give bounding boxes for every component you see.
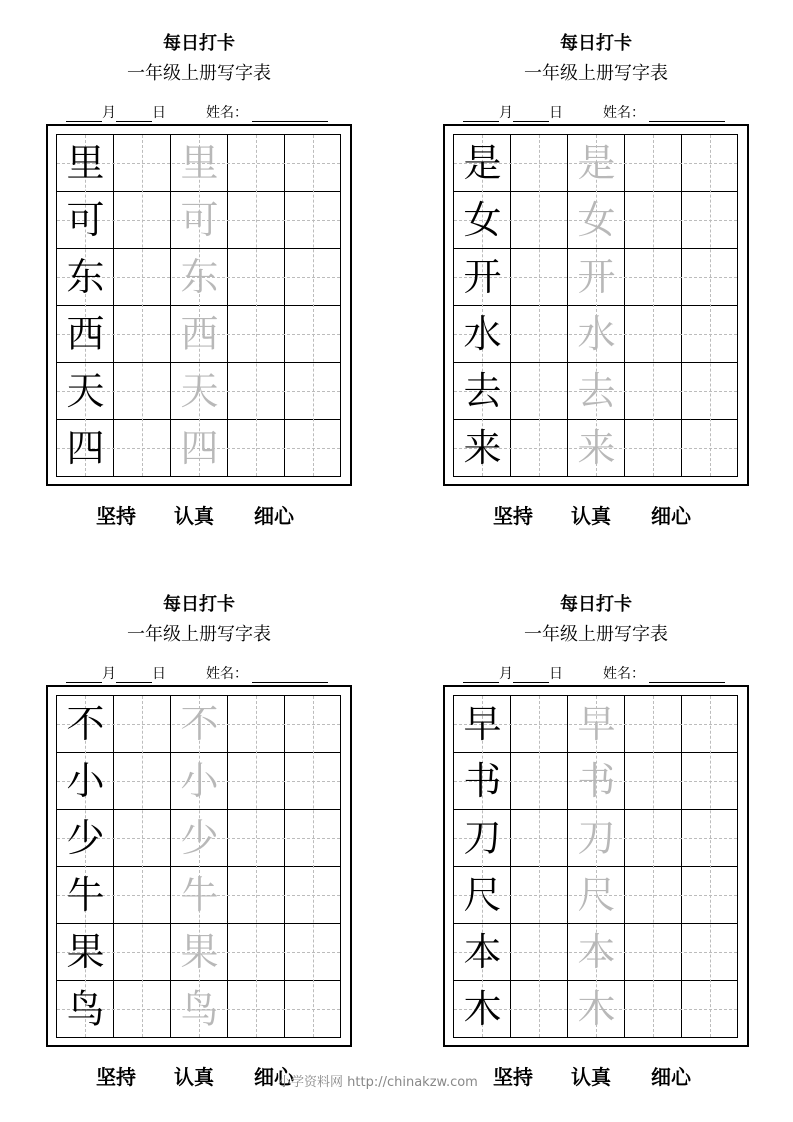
practice-cell[interactable] bbox=[682, 867, 739, 924]
practice-cell[interactable] bbox=[114, 867, 171, 924]
practice-cell[interactable] bbox=[682, 249, 739, 306]
practice-cell[interactable] bbox=[511, 810, 568, 867]
practice-cell[interactable] bbox=[285, 867, 342, 924]
model-character: 果 bbox=[66, 930, 105, 974]
trace-character: 刀 bbox=[577, 816, 616, 860]
practice-cell[interactable] bbox=[625, 192, 682, 249]
trace-character: 是 bbox=[577, 141, 616, 185]
card-subtitle: 一年级上册写字表 bbox=[524, 63, 668, 84]
model-character: 牛 bbox=[66, 873, 105, 917]
watermark: 小学资料网 http://chinakzw.com bbox=[278, 1075, 478, 1090]
day-label: 日 bbox=[152, 666, 166, 682]
practice-cell[interactable] bbox=[285, 192, 342, 249]
name-blank[interactable] bbox=[649, 107, 725, 122]
model-character: 少 bbox=[66, 816, 105, 860]
trace-character: 尺 bbox=[577, 873, 616, 917]
trace-character: 天 bbox=[180, 369, 219, 413]
trace-character: 开 bbox=[577, 255, 616, 299]
card-title: 每日打卡 bbox=[163, 594, 235, 615]
practice-cell[interactable] bbox=[625, 306, 682, 363]
day-blank[interactable] bbox=[513, 668, 549, 683]
date-name-line bbox=[463, 104, 725, 122]
practice-cell[interactable] bbox=[682, 696, 739, 753]
month-blank[interactable] bbox=[463, 107, 499, 122]
practice-cell[interactable] bbox=[511, 363, 568, 420]
practice-cell[interactable] bbox=[625, 810, 682, 867]
practice-cell[interactable] bbox=[114, 924, 171, 981]
trace-character: 水 bbox=[577, 312, 616, 356]
name-blank[interactable] bbox=[252, 107, 328, 122]
practice-cell[interactable] bbox=[114, 192, 171, 249]
model-character: 木 bbox=[463, 987, 502, 1031]
practice-cell[interactable] bbox=[228, 753, 285, 810]
name-label: 姓名： bbox=[603, 666, 645, 682]
model-character: 水 bbox=[463, 312, 502, 356]
model-character: 刀 bbox=[463, 816, 502, 860]
month-label: 月 bbox=[102, 666, 116, 682]
model-character: 西 bbox=[66, 312, 105, 356]
practice-cell[interactable] bbox=[228, 306, 285, 363]
practice-cell[interactable] bbox=[682, 420, 739, 477]
date-name-line bbox=[66, 665, 328, 683]
practice-cell[interactable] bbox=[114, 420, 171, 477]
motto-word: 认真 bbox=[571, 1065, 611, 1089]
motto-word: 细心 bbox=[651, 504, 691, 528]
trace-character: 鸟 bbox=[180, 987, 219, 1031]
name-blank[interactable] bbox=[252, 668, 328, 683]
day-blank[interactable] bbox=[116, 107, 152, 122]
model-character: 书 bbox=[463, 759, 502, 803]
model-character: 尺 bbox=[463, 873, 502, 917]
writing-grid bbox=[56, 695, 341, 1038]
month-label: 月 bbox=[499, 105, 513, 121]
practice-cell[interactable] bbox=[285, 810, 342, 867]
practice-cell[interactable] bbox=[511, 924, 568, 981]
card-title: 每日打卡 bbox=[163, 33, 235, 54]
card-title: 每日打卡 bbox=[560, 594, 632, 615]
practice-cell[interactable] bbox=[228, 810, 285, 867]
card-title: 每日打卡 bbox=[560, 33, 632, 54]
trace-character: 牛 bbox=[180, 873, 219, 917]
practice-cell[interactable] bbox=[625, 249, 682, 306]
practice-cell[interactable] bbox=[625, 753, 682, 810]
trace-character: 可 bbox=[180, 198, 219, 242]
trace-character: 西 bbox=[180, 312, 219, 356]
practice-cell[interactable] bbox=[625, 135, 682, 192]
model-character: 不 bbox=[66, 702, 105, 746]
practice-cell[interactable] bbox=[285, 135, 342, 192]
trace-character: 去 bbox=[577, 369, 616, 413]
practice-cell[interactable] bbox=[511, 696, 568, 753]
model-character: 四 bbox=[66, 426, 105, 470]
practice-cell[interactable] bbox=[285, 753, 342, 810]
practice-cell[interactable] bbox=[625, 363, 682, 420]
trace-character: 女 bbox=[577, 198, 616, 242]
month-label: 月 bbox=[499, 666, 513, 682]
trace-character: 里 bbox=[180, 141, 219, 185]
practice-cell[interactable] bbox=[114, 981, 171, 1038]
practice-cell[interactable] bbox=[682, 135, 739, 192]
trace-character: 果 bbox=[180, 930, 219, 974]
model-character: 小 bbox=[66, 759, 105, 803]
motto-word: 坚持 bbox=[493, 1065, 533, 1089]
motto bbox=[493, 1065, 713, 1089]
practice-cell[interactable] bbox=[285, 924, 342, 981]
day-label: 日 bbox=[549, 105, 563, 121]
practice-cell[interactable] bbox=[285, 696, 342, 753]
card-subtitle: 一年级上册写字表 bbox=[524, 624, 668, 645]
card-subtitle: 一年级上册写字表 bbox=[127, 63, 271, 84]
practice-cell[interactable] bbox=[682, 810, 739, 867]
month-blank[interactable] bbox=[66, 107, 102, 122]
model-character: 天 bbox=[66, 369, 105, 413]
model-character: 去 bbox=[463, 369, 502, 413]
practice-cell[interactable] bbox=[511, 306, 568, 363]
month-blank[interactable] bbox=[66, 668, 102, 683]
practice-cell[interactable] bbox=[114, 306, 171, 363]
motto-word: 细心 bbox=[651, 1065, 691, 1089]
practice-cell[interactable] bbox=[625, 867, 682, 924]
practice-cell[interactable] bbox=[511, 867, 568, 924]
trace-character: 木 bbox=[577, 987, 616, 1031]
practice-cell[interactable] bbox=[682, 924, 739, 981]
trace-character: 来 bbox=[577, 426, 616, 470]
card-subtitle: 一年级上册写字表 bbox=[127, 624, 271, 645]
month-blank[interactable] bbox=[463, 668, 499, 683]
practice-cell[interactable] bbox=[228, 363, 285, 420]
model-character: 是 bbox=[463, 141, 502, 185]
practice-cell[interactable] bbox=[228, 867, 285, 924]
name-label: 姓名： bbox=[206, 666, 248, 682]
writing-grid bbox=[453, 695, 738, 1038]
writing-grid-frame bbox=[443, 685, 749, 1047]
practice-cell[interactable] bbox=[285, 363, 342, 420]
practice-cell[interactable] bbox=[625, 420, 682, 477]
name-label: 姓名： bbox=[206, 105, 248, 121]
model-character: 东 bbox=[66, 255, 105, 299]
motto-word: 坚持 bbox=[96, 504, 136, 528]
model-character: 本 bbox=[463, 930, 502, 974]
practice-cell[interactable] bbox=[228, 192, 285, 249]
motto-word: 细心 bbox=[254, 504, 294, 528]
practice-cell[interactable] bbox=[511, 753, 568, 810]
practice-cell[interactable] bbox=[114, 810, 171, 867]
practice-cell[interactable] bbox=[682, 192, 739, 249]
writing-grid bbox=[453, 134, 738, 477]
practice-cell[interactable] bbox=[511, 981, 568, 1038]
practice-cell[interactable] bbox=[114, 135, 171, 192]
practice-cell[interactable] bbox=[228, 420, 285, 477]
writing-grid-frame bbox=[46, 685, 352, 1047]
motto-word: 认真 bbox=[174, 1065, 214, 1089]
practice-cell[interactable] bbox=[114, 363, 171, 420]
model-character: 来 bbox=[463, 426, 502, 470]
name-label: 姓名： bbox=[603, 105, 645, 121]
motto-word: 认真 bbox=[571, 504, 611, 528]
practice-cell[interactable] bbox=[285, 306, 342, 363]
model-character: 女 bbox=[463, 198, 502, 242]
day-label: 日 bbox=[549, 666, 563, 682]
model-character: 里 bbox=[66, 141, 105, 185]
trace-character: 小 bbox=[180, 759, 219, 803]
practice-cell[interactable] bbox=[625, 981, 682, 1038]
practice-cell[interactable] bbox=[228, 696, 285, 753]
date-name-line bbox=[66, 104, 328, 122]
practice-cell[interactable] bbox=[114, 249, 171, 306]
model-character: 早 bbox=[463, 702, 502, 746]
practice-cell[interactable] bbox=[682, 981, 739, 1038]
practice-cell[interactable] bbox=[228, 981, 285, 1038]
model-character: 鸟 bbox=[66, 987, 105, 1031]
practice-cell[interactable] bbox=[511, 192, 568, 249]
date-name-line bbox=[463, 665, 725, 683]
trace-character: 不 bbox=[180, 702, 219, 746]
trace-character: 早 bbox=[577, 702, 616, 746]
practice-cell[interactable] bbox=[228, 249, 285, 306]
trace-character: 本 bbox=[577, 930, 616, 974]
motto bbox=[493, 504, 713, 528]
motto bbox=[96, 504, 316, 528]
practice-cell[interactable] bbox=[625, 696, 682, 753]
name-blank[interactable] bbox=[649, 668, 725, 683]
practice-cell[interactable] bbox=[511, 420, 568, 477]
practice-cell[interactable] bbox=[228, 924, 285, 981]
practice-cell[interactable] bbox=[682, 753, 739, 810]
day-blank[interactable] bbox=[513, 107, 549, 122]
motto-word: 坚持 bbox=[96, 1065, 136, 1089]
model-character: 开 bbox=[463, 255, 502, 299]
writing-grid-frame bbox=[46, 124, 352, 486]
motto-word: 细心 bbox=[254, 1065, 294, 1089]
practice-cell[interactable] bbox=[285, 981, 342, 1038]
practice-cell[interactable] bbox=[114, 696, 171, 753]
day-blank[interactable] bbox=[116, 668, 152, 683]
trace-character: 少 bbox=[180, 816, 219, 860]
motto-word: 认真 bbox=[174, 504, 214, 528]
practice-cell[interactable] bbox=[228, 135, 285, 192]
practice-cell[interactable] bbox=[682, 306, 739, 363]
model-character: 可 bbox=[66, 198, 105, 242]
writing-grid bbox=[56, 134, 341, 477]
practice-cell[interactable] bbox=[511, 249, 568, 306]
practice-cell[interactable] bbox=[682, 363, 739, 420]
practice-cell[interactable] bbox=[285, 249, 342, 306]
month-label: 月 bbox=[102, 105, 116, 121]
day-label: 日 bbox=[152, 105, 166, 121]
practice-cell[interactable] bbox=[114, 753, 171, 810]
trace-character: 书 bbox=[577, 759, 616, 803]
trace-character: 四 bbox=[180, 426, 219, 470]
motto-word: 坚持 bbox=[493, 504, 533, 528]
writing-grid-frame bbox=[443, 124, 749, 486]
practice-cell[interactable] bbox=[511, 135, 568, 192]
practice-cell[interactable] bbox=[625, 924, 682, 981]
practice-cell[interactable] bbox=[285, 420, 342, 477]
trace-character: 东 bbox=[180, 255, 219, 299]
